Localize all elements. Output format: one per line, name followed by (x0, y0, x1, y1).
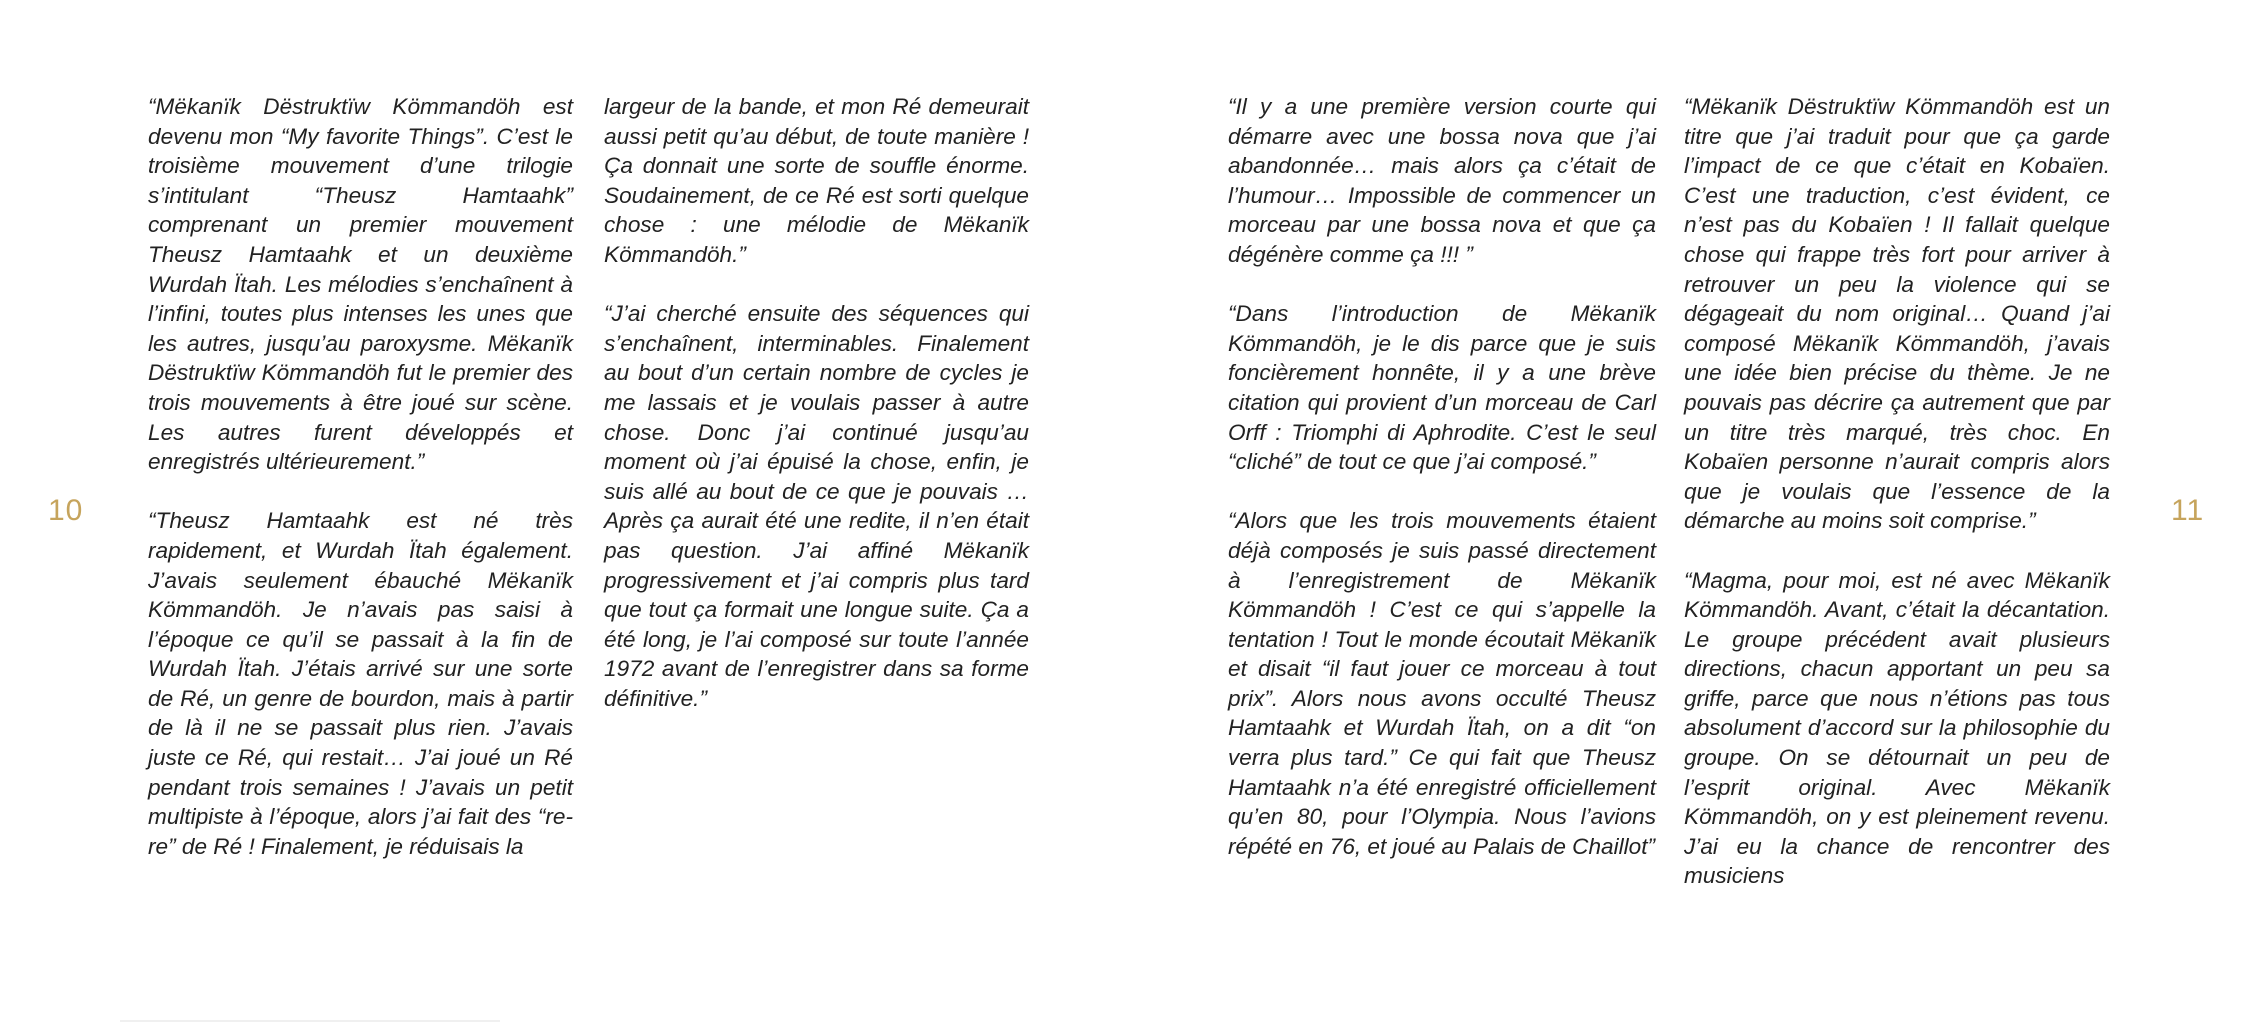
paragraph: “J’ai cherché ensuite des séquences qui s’enchaînent, interminables. Finalement au bout d’un certain nombre de cycles je me lassais et je voulais passer à autre chose. Donc j’ai continué jusqu’au moment où j’ai épuisé la chose, enfin, je suis allé au bout de ce que je pouvais … Après ça aurait été une redite, il n’en était pas question. J’ai affiné Mëkanïk progressivement et j’ai compris plus tard que tout ça formait une longue suite. Ça a été long, je l’ai composé sur toute l’année 1972 avant de l’enregistrer dans sa forme définitive.” (604, 301, 1029, 711)
right-page-column-2 (1684, 92, 2110, 921)
paragraph: “Mëkanïk Dëstruktïw Kömmandöh est un titre que j’ai traduit pour que ça garde l’impact de ce que c’était en Kobaïen. C’est une traduction, c’est évident, ce n’est pas du Kobaïen ! Il fallait quelque chose qui frappe très fort pour arriver à retrouver un peu la violence qui se dégageait du nom original… Quand j’ai composé Mëkanïk Kömmandöh, j’avais une idée bien précise du thème. Je ne pouvais pas décrire ça autrement que par un titre très marqué, très choc. En Kobaïen personne n’aurait compris alors que je voulais que l’essence de la démarche au moins soit comprise.” (1684, 94, 2110, 534)
left-page-column-2 (604, 92, 1029, 743)
paragraph: “Magma, pour moi, est né avec Mëkanïk Kömmandöh. Avant, c’était la décantation. Le groupe précédent avait plusieurs directions, chacun apportant un peu sa griffe, parce que nous n’étions pas tous absolument d’accord sur la philosophie du groupe. On se détournait un peu de l’esprit original. Avec Mëkanïk Kömmandöh, on y est pleinement revenu. J’ai eu la chance de rencontrer des musiciens (1684, 567, 2110, 889)
page-number: 11 (2171, 494, 2205, 527)
paragraph: “Alors que les trois mouvements étaient déjà composés je suis passé directement à l’enregistrement de Mëkanïk Kömmandöh ! C’est ce qui s’appelle la tentation ! Tout le monde écoutait Mëkanïk et disait “il faut jouer ce morceau à tout prix”. Alors nous avons occulté Theusz Hamtaahk et Wurdah Ïtah, on a dit “on verra plus tard.” Ce qui fait que Theusz Hamtaahk n’a été enregistré officiellement qu’en 80, pour l’Olympia. Nous l’avions répété en 76, et joué au Palais de Chaillot” (1228, 508, 1656, 859)
paragraph: “Theusz Hamtaahk est né très rapidement, et Wurdah Ïtah également. J’avais seulement ébauché Mëkanïk Kömmandöh. Je n’avais pas saisi à l’époque ce qu’il se passait à la fin de Wurdah Ïtah. J’étais arrivé sur une sorte de Ré, un genre de bourdon, mais à partir de là il ne se passait plus rien. J’avais juste ce Ré, qui restait… J’ai joué un Ré pendant trois semaines ! J’avais un petit multipiste à l’époque, alors j’ai fait des “re-re” de Ré ! Finalement, je réduisais la (148, 508, 573, 859)
paragraph: “Dans l’introduction de Mëkanïk Kömmandöh, je le dis parce que je suis foncièrement honnête, il y a une brève citation qui provient d’un morceau de Carl Orff : Triomphi di Aphrodite. C’est le seul “cliché” de tout ce que j’ai composé.” (1228, 301, 1656, 475)
right-page-column-1 (1228, 92, 1656, 891)
paragraph: largeur de la bande, et mon Ré demeurait aussi petit qu’au début, de toute manière ! Ça donnait une sorte de souffle énorme. Soudainement, de ce Ré est sorti quelque chose : une mélodie de Mëkanïk Kömmandöh.” (604, 94, 1029, 267)
divider (120, 1020, 500, 1022)
paragraph: “Mëkanïk Dëstruktïw Kömmandöh est devenu mon “My favorite Things”. C’est le troisième mouvement d’une trilogie s’intitulant “Theusz Hamtaahk” comprenant un premier mouvement Theusz Hamtaahk et un deuxième Wurdah Ïtah. Les mélodies s’enchaînent à l’infini, toutes plus intenses les unes que les autres, jusqu’au paroxysme. Mëkanïk Dëstruktïw Kömmandöh fut le premier des trois mouvements à être joué sur scène. Les autres furent développés et enregistrés ultérieurement.” (148, 94, 573, 475)
paragraph: “Il y a une première version courte qui démarre avec une bossa nova que j’ai abandonnée… mais alors ça c’était de l’humour… Impossible de commencer un morceau par une bossa nova et que ça dégénère comme ça !!! ” (1228, 94, 1656, 267)
left-page-column-1 (148, 92, 573, 891)
right-page (1124, 0, 2248, 1024)
page-number: 10 (48, 494, 84, 527)
